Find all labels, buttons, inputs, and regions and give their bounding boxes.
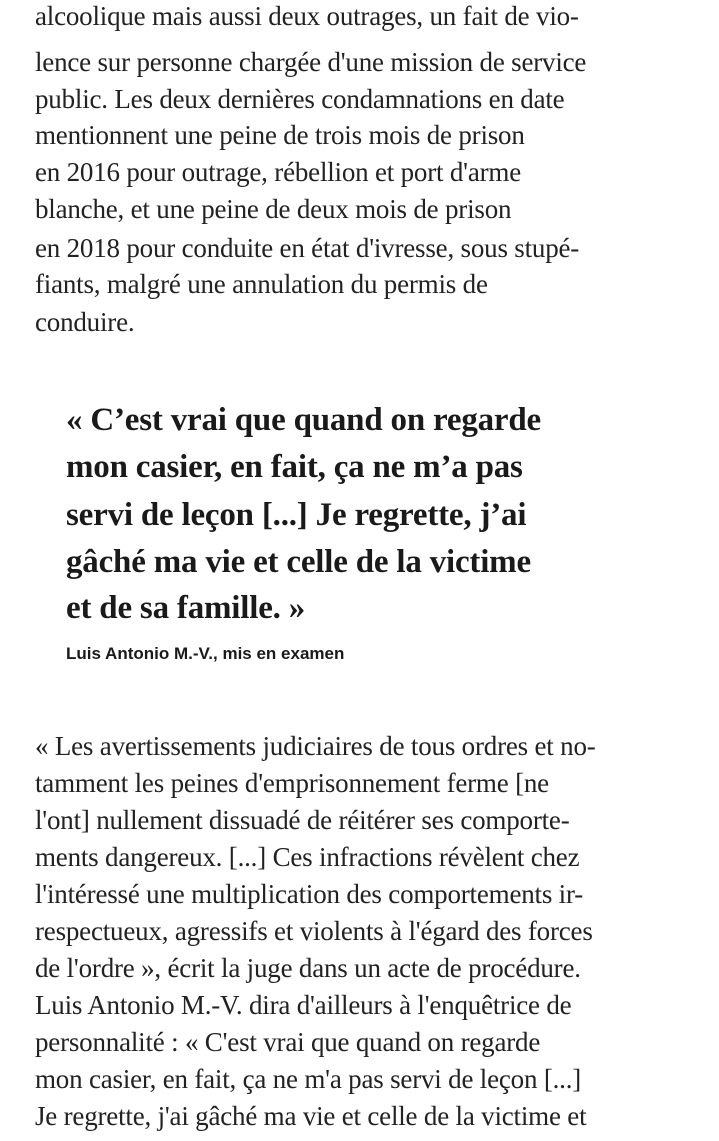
text-line: tamment les peines d'emprisonnement ferme [ne <box>35 768 549 798</box>
text-line: « Les avertissements judiciaires de tous ordres et no- <box>35 731 596 761</box>
text-line: public. Les deux dernières condamnations en date <box>35 84 565 114</box>
text-line: Je regrette, j'ai gâché ma vie et celle de la victime et <box>35 1101 587 1131</box>
text-line: lence sur personne chargée d'une mission de service <box>35 47 587 77</box>
text-line: mon casier, en fait, ça ne m'a pas servi de leçon [...] <box>35 1064 582 1094</box>
text-line: fiants, malgré une annulation du permis de <box>35 269 488 299</box>
text-line: conduire. <box>35 307 135 337</box>
text-line: l'ont] nullement dissuadé de réitérer ses comporte- <box>35 805 570 835</box>
text-line: Luis Antonio M.-V. dira d'ailleurs à l'enquêtrice de <box>35 990 572 1020</box>
text-line: personnalité : « C'est vrai que quand on regarde <box>35 1027 541 1057</box>
pull-quote-line: gâché ma vie et celle de la victime <box>66 544 531 580</box>
text-line: de l'ordre », écrit la juge dans un acte de procédure. <box>35 953 581 983</box>
pull-quote-line: mon casier, en fait, ça ne m’a pas <box>66 449 523 485</box>
pull-quote-line: servi de leçon [...] Je regrette, j’ai <box>66 497 527 533</box>
text-line: en 2018 pour conduite en état d'ivresse, sous stupé- <box>35 233 580 263</box>
text-line: alcoolique mais aussi deux outrages, un fait de vio- <box>35 1 579 31</box>
text-line: blanche, et une peine de deux mois de prison <box>35 194 512 224</box>
text-line: l'intéressé une multiplication des comportements ir- <box>35 879 584 909</box>
text-line: en 2016 pour outrage, rébellion et port d'arme <box>35 157 522 187</box>
pull-quote-line: « C’est vrai que quand on regarde <box>66 402 541 438</box>
text-line: ments dangereux. [...] Ces infractions révèlent chez <box>35 842 580 872</box>
text-line: respectueux, agressifs et violents à l'égard des forces <box>35 916 593 946</box>
text-line: mentionnent une peine de trois mois de prison <box>35 120 525 150</box>
pull-quote-line: et de sa famille. » <box>66 590 306 626</box>
pull-quote-attribution: Luis Antonio M.-V., mis en examen <box>66 644 345 663</box>
